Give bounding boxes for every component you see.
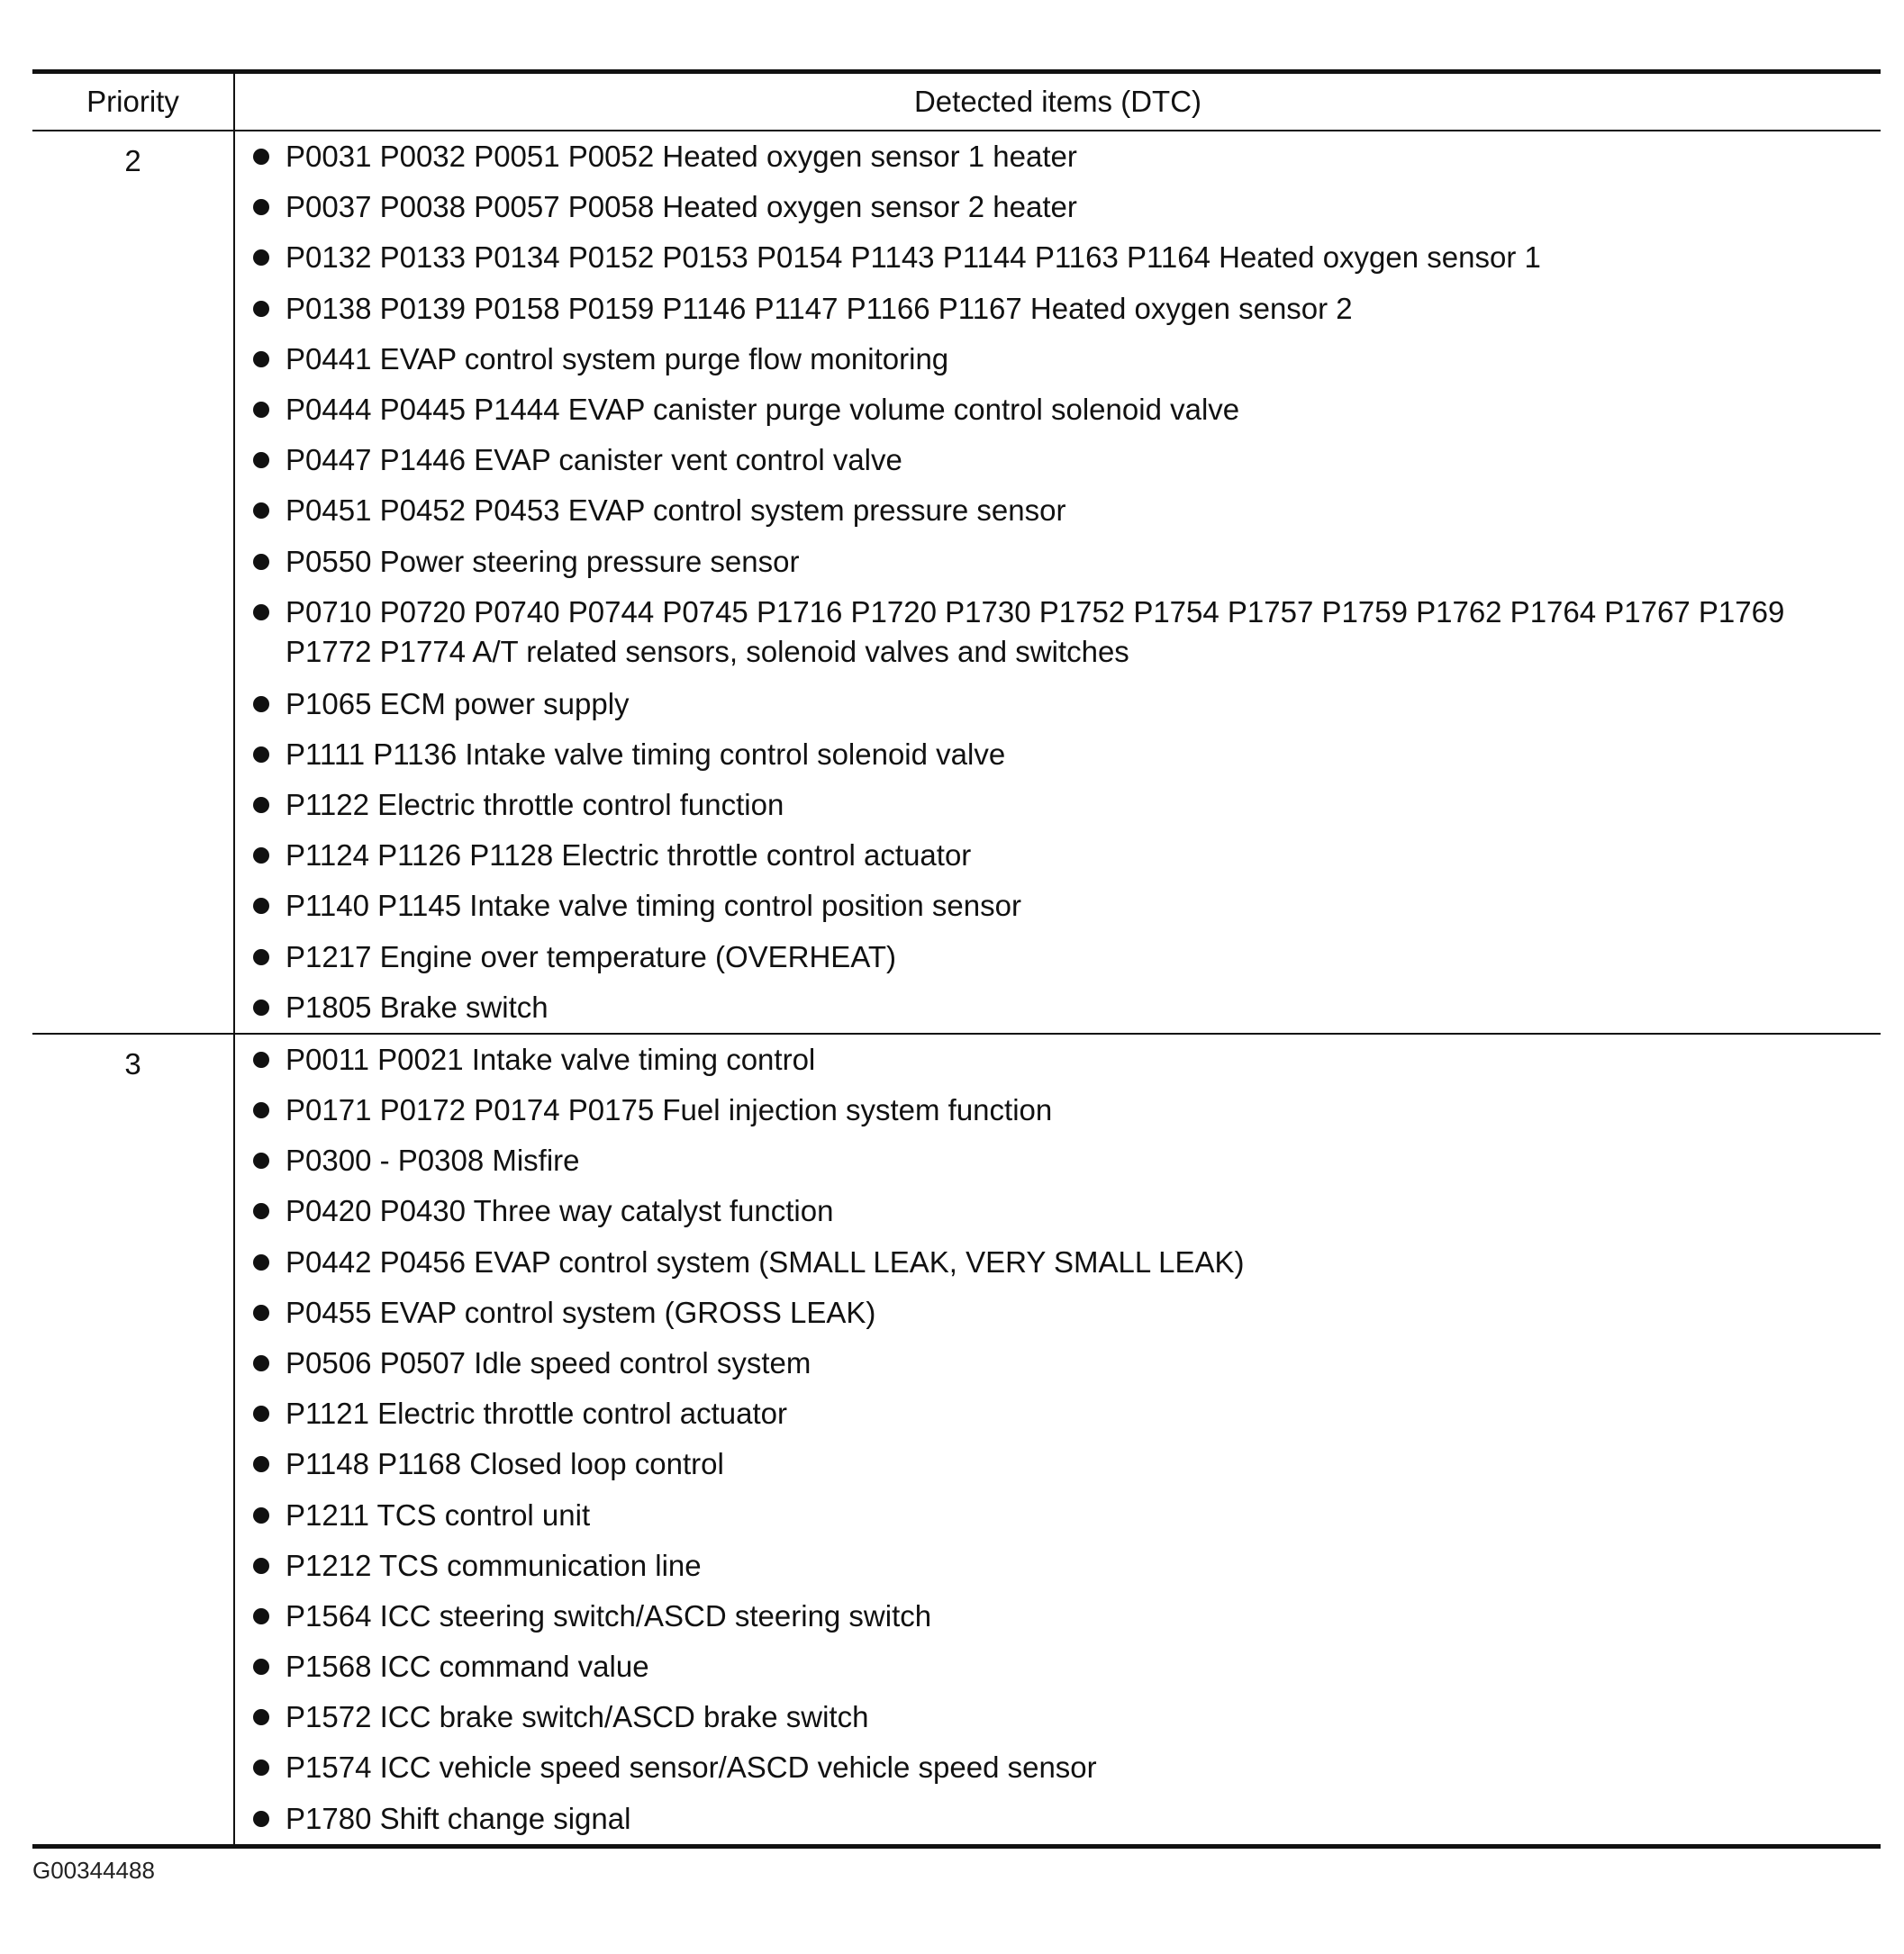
dtc-item-text: P1564 ICC steering switch/ASCD steering switch: [286, 1598, 932, 1633]
dtc-item-text: P1121 Electric throttle control actuator: [286, 1397, 788, 1431]
dtc-item-text: P0447 P1446 EVAP canister vent control valve: [286, 443, 902, 477]
dtc-item-text: P0031 P0032 P0051 P0052 Heated oxygen sensor 1 heater: [286, 140, 1077, 173]
bullet-icon: [253, 1254, 269, 1271]
list-item: [235, 1647, 1881, 1687]
dtc-item-text: P1148 P1168 Closed loop control: [286, 1447, 724, 1481]
dtc-priority-table: [32, 69, 1881, 1849]
list-item: [235, 735, 1881, 774]
dtc-item-text: P0444 P0445 P1444 EVAP canister purge volume control solenoid valve: [286, 392, 1240, 426]
priority-value: 3: [32, 1034, 234, 1846]
dtc-item-text: P0037 P0038 P0057 P0058 Heated oxygen sensor 2 heater: [286, 190, 1077, 224]
list-item: [235, 390, 1881, 430]
list-item: [235, 491, 1881, 530]
bullet-icon: [253, 1608, 269, 1624]
list-item: [235, 1597, 1881, 1636]
dtc-item-text: P0171 P0172 P0174 P0175 Fuel injection system function: [286, 1093, 1053, 1126]
table-header-row: [32, 72, 1881, 131]
bullet-icon: [253, 1102, 269, 1118]
priority-column-header: Priority: [32, 72, 234, 131]
dtc-item-text: P0455 EVAP control system (GROSS LEAK): [286, 1295, 876, 1329]
list-item: [235, 1141, 1881, 1181]
bullet-icon: [253, 149, 269, 165]
list-item: [235, 1697, 1881, 1737]
dtc-item-text: P1572 ICC brake switch/ASCD brake switch: [286, 1700, 869, 1734]
list-item: [235, 187, 1881, 227]
list-item: [235, 1040, 1881, 1080]
dtc-item-text: P1217 Engine over temperature (OVERHEAT): [286, 939, 897, 973]
list-item: [235, 1546, 1881, 1586]
dtc-priority-document: [32, 69, 1881, 1849]
bullet-icon: [253, 1507, 269, 1524]
priority-value: 2: [32, 131, 234, 1034]
detected-items-cell: [234, 1034, 1881, 1846]
bullet-icon: [253, 554, 269, 570]
bullet-icon: [253, 1760, 269, 1776]
dtc-item-text: P1805 Brake switch: [286, 990, 549, 1024]
detected-items-cell: [234, 131, 1881, 1034]
list-item: [235, 542, 1881, 582]
dtc-item-text: P0506 P0507 Idle speed control system: [286, 1345, 811, 1380]
bullet-icon: [253, 1203, 269, 1219]
list-item: [235, 937, 1881, 977]
bullet-icon: [253, 1355, 269, 1371]
bullet-icon: [253, 199, 269, 215]
list-item: [235, 836, 1881, 875]
bullet-icon: [253, 1052, 269, 1068]
bullet-icon: [253, 1000, 269, 1016]
dtc-item-text: P0132 P0133 P0134 P0152 P0153 P0154 P1143 P1144 P1163 P1164 Heated oxygen sensor 1: [286, 240, 1541, 275]
list-item: [235, 988, 1881, 1027]
bullet-icon: [253, 847, 269, 864]
list-item: [235, 289, 1881, 329]
bullet-icon: [253, 696, 269, 712]
list-item: [235, 1293, 1881, 1333]
dtc-item-text: P1574 ICC vehicle speed sensor/ASCD vehicle speed sensor: [286, 1750, 1097, 1785]
dtc-item-text: P0550 Power steering pressure sensor: [286, 544, 800, 578]
dtc-item-text: P0441 EVAP control system purge flow monitoring: [286, 341, 949, 375]
bullet-icon: [253, 949, 269, 965]
list-item: [235, 440, 1881, 480]
list-item: [235, 1243, 1881, 1282]
list-item: [235, 684, 1881, 724]
dtc-item-text: P0300 - P0308 Misfire: [286, 1144, 580, 1178]
figure-id: G00344488: [32, 1857, 155, 1884]
list-item: [235, 785, 1881, 825]
bullet-icon: [253, 1406, 269, 1422]
bullet-icon: [253, 1153, 269, 1169]
bullet-icon: [253, 351, 269, 367]
bullet-icon: [253, 604, 269, 620]
dtc-item-text: P1065 ECM power supply: [286, 686, 630, 720]
dtc-item-text: P0451 P0452 P0453 EVAP control system pressure sensor: [286, 493, 1066, 528]
dtc-item-text: P0442 P0456 EVAP control system (SMALL LEAK, VERY SMALL LEAK): [286, 1244, 1245, 1279]
bullet-icon: [253, 1305, 269, 1321]
list-item: [235, 1191, 1881, 1231]
bullet-icon: [253, 502, 269, 519]
bullet-icon: [253, 898, 269, 914]
dtc-item-text: P0710 P0720 P0740 P0744 P0745 P1716 P1720 P1730 P1752 P1754 P1757 P1759 P1762 P1764 P1767 P1769 P1772 P1774 A/T related sensors, solenoid valves and switches: [286, 594, 1785, 668]
dtc-item-text: P1122 Electric throttle control function: [286, 788, 784, 822]
list-item: [235, 1394, 1881, 1434]
bullet-icon: [253, 452, 269, 468]
list-item: [235, 1343, 1881, 1383]
bullet-icon: [253, 1456, 269, 1472]
list-item: [235, 886, 1881, 926]
list-item: [235, 1799, 1881, 1839]
dtc-item-text: P0011 P0021 Intake valve timing control: [286, 1042, 816, 1076]
list-item: [235, 1748, 1881, 1787]
bullet-icon: [253, 249, 269, 266]
dtc-item-text: P1568 ICC command value: [286, 1650, 649, 1684]
list-item: [235, 339, 1881, 379]
dtc-item-text: P1124 P1126 P1128 Electric throttle control actuator: [286, 838, 972, 873]
dtc-item-text: P1140 P1145 Intake valve timing control position sensor: [286, 889, 1021, 923]
list-item: [235, 1090, 1881, 1130]
list-item: [235, 593, 1881, 672]
bullet-icon: [253, 746, 269, 763]
bullet-icon: [253, 1558, 269, 1574]
dtc-item-text: P1211 TCS control unit: [286, 1497, 591, 1532]
bullet-icon: [253, 301, 269, 317]
dtc-item-text: P0420 P0430 Three way catalyst function: [286, 1194, 834, 1228]
bullet-icon: [253, 1709, 269, 1725]
list-item: [235, 238, 1881, 277]
list-item: [235, 1444, 1881, 1484]
detected-items-column-header: Detected items (DTC): [234, 72, 1881, 131]
priority-group-row: [32, 131, 1881, 1034]
dtc-item-text: P0138 P0139 P0158 P0159 P1146 P1147 P1166 P1167 Heated oxygen sensor 2: [286, 291, 1353, 325]
dtc-item-text: P1780 Shift change signal: [286, 1801, 631, 1835]
priority-group-row: [32, 1034, 1881, 1846]
bullet-icon: [253, 1811, 269, 1827]
list-item: [235, 137, 1881, 176]
dtc-list: [235, 1040, 1881, 1839]
dtc-list: [235, 137, 1881, 1027]
list-item: [235, 1496, 1881, 1535]
bullet-icon: [253, 402, 269, 418]
bullet-icon: [253, 797, 269, 813]
bullet-icon: [253, 1659, 269, 1675]
dtc-item-text: P1212 TCS communication line: [286, 1548, 702, 1582]
dtc-item-text: P1111 P1136 Intake valve timing control solenoid valve: [286, 737, 1006, 771]
